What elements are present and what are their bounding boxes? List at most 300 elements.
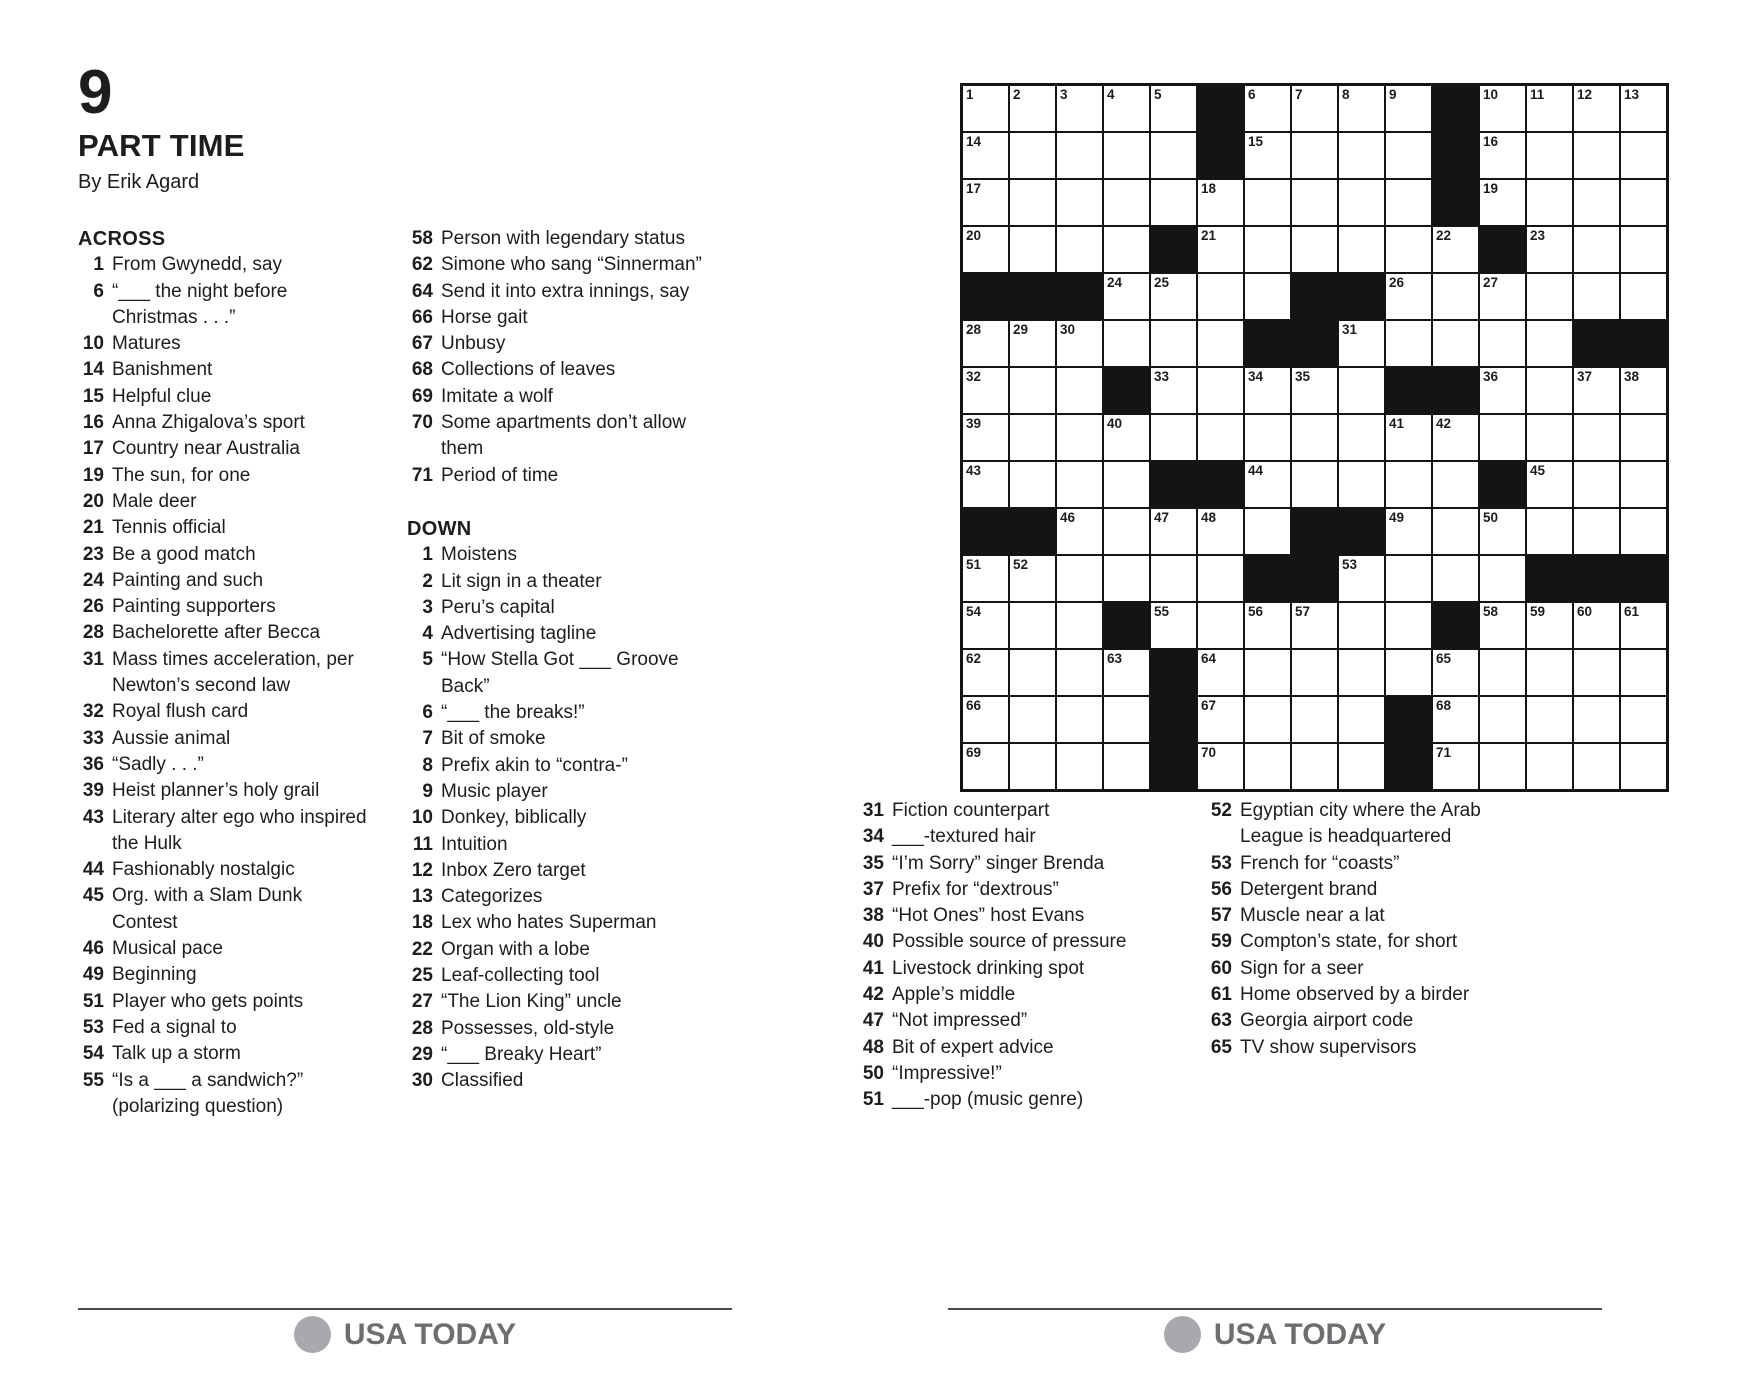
grid-cell[interactable] xyxy=(1574,180,1619,225)
grid-cell[interactable] xyxy=(1245,650,1290,695)
grid-cell[interactable] xyxy=(1339,368,1384,413)
grid-cell[interactable] xyxy=(1057,321,1102,366)
clue-text: Beginning xyxy=(112,964,197,986)
clue-text: ___-textured hair xyxy=(892,826,1036,848)
grid-cell[interactable] xyxy=(1527,603,1572,648)
grid-cell-number: 45 xyxy=(1530,463,1546,478)
grid-cell[interactable] xyxy=(1104,697,1149,742)
grid-cell[interactable] xyxy=(963,462,1008,507)
grid-cell-number: 6 xyxy=(1248,87,1256,102)
grid-cell[interactable] xyxy=(1198,180,1243,225)
grid-cell-number: 41 xyxy=(1389,416,1405,431)
grid-cell[interactable] xyxy=(1480,509,1525,554)
grid-cell[interactable] xyxy=(1057,180,1102,225)
grid-cell[interactable] xyxy=(1621,133,1666,178)
grid-cell[interactable] xyxy=(1010,368,1055,413)
grid-cell[interactable] xyxy=(963,744,1008,789)
grid-cell[interactable] xyxy=(1574,603,1619,648)
grid-cell[interactable] xyxy=(1151,556,1196,601)
clue-8-down xyxy=(407,753,707,779)
grid-cell[interactable] xyxy=(1198,697,1243,742)
grid-cell-number: 56 xyxy=(1248,604,1264,619)
grid-cell[interactable] xyxy=(1104,321,1149,366)
clue-text: Lit sign in a theater xyxy=(441,570,602,592)
grid-cell-number: 11 xyxy=(1530,87,1545,102)
clue-10-across xyxy=(78,331,369,357)
grid-cell[interactable] xyxy=(1292,462,1337,507)
clue-text: Classified xyxy=(441,1070,524,1092)
grid-cell-number: 22 xyxy=(1436,228,1452,243)
grid-cell-black xyxy=(1292,321,1337,366)
grid-cell[interactable] xyxy=(1621,650,1666,695)
grid-cell[interactable] xyxy=(963,368,1008,413)
clue-1-down xyxy=(407,542,707,568)
clue-1-across xyxy=(78,252,369,278)
grid-cell[interactable] xyxy=(1527,697,1572,742)
clue-text: Period of time xyxy=(441,464,559,486)
grid-cell[interactable] xyxy=(1480,180,1525,225)
grid-cell[interactable] xyxy=(1386,556,1431,601)
grid-cell[interactable] xyxy=(1010,321,1055,366)
grid-cell-number: 68 xyxy=(1436,698,1452,713)
grid-cell[interactable] xyxy=(1339,86,1384,131)
grid-cell[interactable] xyxy=(1151,274,1196,319)
grid-cell[interactable] xyxy=(1198,368,1243,413)
clue-31-down xyxy=(858,798,1160,824)
grid-cell[interactable] xyxy=(1104,274,1149,319)
grid-cell[interactable] xyxy=(1621,744,1666,789)
grid-cell[interactable] xyxy=(1292,368,1337,413)
clue-31-across xyxy=(78,647,369,700)
grid-cell[interactable] xyxy=(1104,462,1149,507)
grid-cell[interactable] xyxy=(1386,274,1431,319)
grid-cell-number: 63 xyxy=(1107,651,1123,666)
grid-cell[interactable] xyxy=(1386,415,1431,460)
grid-cell[interactable] xyxy=(1339,133,1384,178)
grid-cell[interactable] xyxy=(963,227,1008,272)
grid-cell[interactable] xyxy=(1151,415,1196,460)
grid-cell[interactable] xyxy=(1621,180,1666,225)
grid-cell-number: 54 xyxy=(966,604,982,619)
clue-58-across xyxy=(407,226,707,252)
clue-53-across xyxy=(78,1015,369,1041)
grid-cell[interactable] xyxy=(1433,509,1478,554)
grid-cell[interactable] xyxy=(1527,744,1572,789)
clue-text: Country near Australia xyxy=(112,438,300,460)
clue-text: Painting supporters xyxy=(112,596,276,618)
grid-cell[interactable] xyxy=(1527,133,1572,178)
grid-cell[interactable] xyxy=(1574,415,1619,460)
grid-cell[interactable] xyxy=(1104,650,1149,695)
grid-cell[interactable] xyxy=(1245,133,1290,178)
grid-cell[interactable] xyxy=(1010,86,1055,131)
grid-cell[interactable] xyxy=(1104,227,1149,272)
clue-number: 69 xyxy=(411,385,433,407)
grid-cell[interactable] xyxy=(1245,744,1290,789)
grid-cell[interactable] xyxy=(1386,321,1431,366)
grid-cell[interactable] xyxy=(1527,650,1572,695)
clue-number: 22 xyxy=(411,938,433,960)
grid-cell[interactable] xyxy=(1292,415,1337,460)
clue-text: “Sadly . . .” xyxy=(112,753,204,775)
grid-cell[interactable] xyxy=(1057,227,1102,272)
clue-number: 54 xyxy=(82,1043,104,1065)
clue-text: Prefix for “dextrous” xyxy=(892,878,1059,900)
clue-text: Bit of expert advice xyxy=(892,1036,1054,1058)
grid-cell[interactable] xyxy=(1621,603,1666,648)
grid-cell[interactable] xyxy=(1198,744,1243,789)
grid-cell-black xyxy=(1386,368,1431,413)
clue-text: Banishment xyxy=(112,359,213,381)
grid-cell[interactable] xyxy=(1339,650,1384,695)
grid-cell[interactable] xyxy=(963,415,1008,460)
clue-number: 68 xyxy=(411,359,433,381)
grid-cell[interactable] xyxy=(1198,415,1243,460)
grid-cell[interactable] xyxy=(1104,133,1149,178)
grid-cell-number: 7 xyxy=(1295,87,1303,102)
grid-cell[interactable] xyxy=(1339,744,1384,789)
grid-cell[interactable] xyxy=(1104,556,1149,601)
clue-number: 57 xyxy=(1210,905,1232,927)
grid-cell[interactable] xyxy=(1057,133,1102,178)
clue-number: 16 xyxy=(82,412,104,434)
grid-cell[interactable] xyxy=(1433,744,1478,789)
clue-text: Advertising tagline xyxy=(441,623,597,645)
clue-text: “___ the breaks!” xyxy=(441,702,585,724)
grid-cell-number: 28 xyxy=(966,322,982,337)
grid-cell[interactable] xyxy=(1292,227,1337,272)
clue-25-down xyxy=(407,963,707,989)
grid-cell[interactable] xyxy=(1480,556,1525,601)
clue-number: 1 xyxy=(93,254,104,276)
grid-cell[interactable] xyxy=(1198,274,1243,319)
grid-cell[interactable] xyxy=(963,650,1008,695)
grid-cell[interactable] xyxy=(1480,650,1525,695)
grid-cell[interactable] xyxy=(1574,368,1619,413)
grid-cell-black xyxy=(1339,509,1384,554)
clue-51-across xyxy=(78,989,369,1015)
clue-text: Collections of leaves xyxy=(441,359,616,381)
clue-number: 6 xyxy=(93,280,104,302)
grid-cell[interactable] xyxy=(1010,227,1055,272)
grid-cell[interactable] xyxy=(1245,180,1290,225)
grid-cell-number: 25 xyxy=(1154,275,1170,290)
grid-cell[interactable] xyxy=(1151,321,1196,366)
clue-text: Intuition xyxy=(441,833,508,855)
grid-cell[interactable] xyxy=(1339,321,1384,366)
clue-number: 17 xyxy=(82,438,104,460)
grid-cell[interactable] xyxy=(1527,368,1572,413)
grid-cell[interactable] xyxy=(1527,274,1572,319)
grid-cell[interactable] xyxy=(1433,227,1478,272)
grid-cell[interactable] xyxy=(1574,650,1619,695)
grid-cell-number: 9 xyxy=(1389,87,1397,102)
grid-cell[interactable] xyxy=(1151,368,1196,413)
clue-number: 20 xyxy=(82,490,104,512)
clue-text: Possesses, old-style xyxy=(441,1017,615,1039)
grid-cell[interactable] xyxy=(1527,86,1572,131)
grid-cell[interactable] xyxy=(1057,86,1102,131)
grid-cell[interactable] xyxy=(1433,321,1478,366)
grid-cell[interactable] xyxy=(1245,274,1290,319)
grid-cell[interactable] xyxy=(1151,603,1196,648)
grid-cell[interactable] xyxy=(1057,415,1102,460)
clue-number: 30 xyxy=(411,1070,433,1092)
clue-63-down xyxy=(1206,1008,1512,1034)
clue-text: Person with legendary status xyxy=(441,228,685,249)
grid-cell-number: 19 xyxy=(1483,181,1499,196)
grid-cell[interactable] xyxy=(1621,368,1666,413)
grid-cell[interactable] xyxy=(1433,415,1478,460)
clue-text: Royal flush card xyxy=(112,701,249,723)
grid-cell[interactable] xyxy=(1621,697,1666,742)
grid-cell[interactable] xyxy=(1480,86,1525,131)
grid-cell[interactable] xyxy=(1480,321,1525,366)
grid-cell[interactable] xyxy=(1245,227,1290,272)
grid-cell[interactable] xyxy=(1339,227,1384,272)
grid-cell[interactable] xyxy=(1151,133,1196,178)
grid-cell[interactable] xyxy=(1386,650,1431,695)
grid-cell-number: 2 xyxy=(1013,87,1021,102)
grid-cell[interactable] xyxy=(1574,227,1619,272)
clue-number: 4 xyxy=(422,623,433,645)
grid-cell[interactable] xyxy=(1621,462,1666,507)
grid-cell[interactable] xyxy=(1433,462,1478,507)
grid-cell[interactable] xyxy=(1386,133,1431,178)
grid-cell[interactable] xyxy=(1151,509,1196,554)
grid-cell-number: 20 xyxy=(966,228,982,243)
grid-cell-black xyxy=(1480,227,1525,272)
grid-cell[interactable] xyxy=(1574,133,1619,178)
grid-cell[interactable] xyxy=(1245,462,1290,507)
grid-cell[interactable] xyxy=(1386,603,1431,648)
clue-text: Leaf-collecting tool xyxy=(441,965,600,987)
clue-text: Male deer xyxy=(112,490,197,512)
grid-cell[interactable] xyxy=(1057,697,1102,742)
clue-43-across xyxy=(78,805,369,858)
grid-cell[interactable] xyxy=(1057,603,1102,648)
grid-cell[interactable] xyxy=(1574,744,1619,789)
grid-cell[interactable] xyxy=(963,556,1008,601)
grid-cell-black xyxy=(1104,368,1149,413)
clue-46-across xyxy=(78,936,369,962)
grid-cell[interactable] xyxy=(1104,180,1149,225)
grid-cell[interactable] xyxy=(1621,227,1666,272)
grid-cell-black xyxy=(1574,556,1619,601)
grid-cell[interactable] xyxy=(1151,86,1196,131)
grid-cell[interactable] xyxy=(1621,415,1666,460)
grid-cell[interactable] xyxy=(1339,180,1384,225)
grid-cell[interactable] xyxy=(1292,650,1337,695)
grid-cell[interactable] xyxy=(1245,86,1290,131)
grid-cell[interactable] xyxy=(1292,744,1337,789)
grid-cell[interactable] xyxy=(1527,227,1572,272)
grid-cell[interactable] xyxy=(1339,462,1384,507)
grid-cell-number: 27 xyxy=(1483,275,1499,290)
grid-cell-black xyxy=(1621,321,1666,366)
footer-rule-right xyxy=(948,1308,1602,1310)
grid-cell[interactable] xyxy=(1010,697,1055,742)
grid-cell[interactable] xyxy=(1198,509,1243,554)
grid-cell[interactable] xyxy=(1010,133,1055,178)
grid-cell[interactable] xyxy=(1292,603,1337,648)
clue-13-down xyxy=(407,884,707,910)
grid-cell[interactable] xyxy=(1010,603,1055,648)
grid-cell[interactable] xyxy=(963,697,1008,742)
grid-cell[interactable] xyxy=(1339,415,1384,460)
clue-4-down xyxy=(407,621,707,647)
grid-cell[interactable] xyxy=(1621,86,1666,131)
grid-cell[interactable] xyxy=(1574,697,1619,742)
grid-cell[interactable] xyxy=(1057,509,1102,554)
grid-cell[interactable] xyxy=(1433,556,1478,601)
grid-cell[interactable] xyxy=(1198,321,1243,366)
grid-cell[interactable] xyxy=(1010,415,1055,460)
grid-cell[interactable] xyxy=(1386,462,1431,507)
grid-cell[interactable] xyxy=(1198,227,1243,272)
grid-cell-black xyxy=(1151,697,1196,742)
grid-cell[interactable] xyxy=(1104,509,1149,554)
clue-number: 19 xyxy=(82,464,104,486)
grid-cell[interactable] xyxy=(1621,274,1666,319)
grid-cell-black xyxy=(1433,86,1478,131)
clue-text: Livestock drinking spot xyxy=(892,957,1085,979)
clue-number: 61 xyxy=(1210,984,1232,1006)
clue-text: Bachelorette after Becca xyxy=(112,622,321,644)
grid-cell[interactable] xyxy=(1010,744,1055,789)
grid-cell[interactable] xyxy=(963,180,1008,225)
grid-cell[interactable] xyxy=(1480,274,1525,319)
grid-cell[interactable] xyxy=(1527,180,1572,225)
grid-cell[interactable] xyxy=(1527,321,1572,366)
grid-cell[interactable] xyxy=(1480,133,1525,178)
clue-38-down xyxy=(858,903,1160,929)
grid-cell[interactable] xyxy=(1245,368,1290,413)
grid-cell[interactable] xyxy=(1245,415,1290,460)
clue-number: 44 xyxy=(82,859,104,881)
clue-number: 26 xyxy=(82,596,104,618)
grid-cell[interactable] xyxy=(1480,368,1525,413)
clue-text: “___ the night before Christmas . . .” xyxy=(112,280,288,328)
grid-cell-number: 57 xyxy=(1295,604,1311,619)
grid-cell[interactable] xyxy=(1292,180,1337,225)
grid-cell[interactable] xyxy=(1386,227,1431,272)
clue-text: Send it into extra innings, say xyxy=(441,280,690,302)
clue-33-across xyxy=(78,726,369,752)
clue-number: 43 xyxy=(82,806,104,828)
grid-cell[interactable] xyxy=(1574,274,1619,319)
clue-15-across xyxy=(78,384,369,410)
grid-cell[interactable] xyxy=(1386,180,1431,225)
grid-cell[interactable] xyxy=(1527,509,1572,554)
grid-cell[interactable] xyxy=(1057,744,1102,789)
clue-column-across-1 xyxy=(78,226,369,1120)
grid-cell[interactable] xyxy=(1433,274,1478,319)
clue-text: French for “coasts” xyxy=(1240,852,1400,874)
clue-text: Fed a signal to xyxy=(112,1016,237,1038)
clue-number: 32 xyxy=(82,701,104,723)
grid-cell[interactable] xyxy=(963,321,1008,366)
grid-cell[interactable] xyxy=(1292,697,1337,742)
grid-cell[interactable] xyxy=(1339,697,1384,742)
clue-number: 31 xyxy=(862,800,884,821)
grid-cell[interactable] xyxy=(1480,603,1525,648)
grid-cell[interactable] xyxy=(1057,556,1102,601)
grid-cell-number: 70 xyxy=(1201,745,1217,760)
grid-cell[interactable] xyxy=(1104,86,1149,131)
clue-number: 46 xyxy=(82,938,104,960)
clue-number: 10 xyxy=(411,807,433,829)
grid-cell[interactable] xyxy=(1527,462,1572,507)
grid-cell[interactable] xyxy=(1057,650,1102,695)
grid-cell[interactable] xyxy=(1198,556,1243,601)
grid-cell[interactable] xyxy=(1433,650,1478,695)
grid-cell[interactable] xyxy=(1292,133,1337,178)
grid-cell[interactable] xyxy=(963,133,1008,178)
grid-cell[interactable] xyxy=(1057,462,1102,507)
grid-cell-number: 36 xyxy=(1483,369,1499,384)
grid-cell-number: 44 xyxy=(1248,463,1264,478)
grid-cell[interactable] xyxy=(1480,415,1525,460)
grid-cell[interactable] xyxy=(1574,86,1619,131)
grid-cell[interactable] xyxy=(1198,650,1243,695)
clue-number: 9 xyxy=(422,780,433,802)
grid-cell[interactable] xyxy=(1386,86,1431,131)
grid-cell[interactable] xyxy=(1339,603,1384,648)
grid-cell[interactable] xyxy=(1010,556,1055,601)
clue-text: Be a good match xyxy=(112,543,256,565)
clue-18-down xyxy=(407,910,707,936)
grid-cell[interactable] xyxy=(1433,697,1478,742)
grid-cell-black xyxy=(1386,697,1431,742)
grid-cell[interactable] xyxy=(963,86,1008,131)
grid-cell[interactable] xyxy=(1292,86,1337,131)
grid-cell[interactable] xyxy=(1574,509,1619,554)
grid-cell[interactable] xyxy=(1010,462,1055,507)
grid-cell[interactable] xyxy=(963,603,1008,648)
clue-text: Possible source of pressure xyxy=(892,931,1127,953)
clue-28-across xyxy=(78,620,369,646)
grid-cell[interactable] xyxy=(1574,462,1619,507)
clue-number: 33 xyxy=(82,727,104,749)
grid-cell[interactable] xyxy=(1245,697,1290,742)
grid-cell-number: 69 xyxy=(966,745,982,760)
grid-cell[interactable] xyxy=(1480,697,1525,742)
grid-cell[interactable] xyxy=(1245,509,1290,554)
grid-cell[interactable] xyxy=(1339,556,1384,601)
clue-6-down xyxy=(407,700,707,726)
grid-cell[interactable] xyxy=(1104,744,1149,789)
grid-cell[interactable] xyxy=(1104,415,1149,460)
grid-cell[interactable] xyxy=(1010,180,1055,225)
grid-cell-number: 58 xyxy=(1483,604,1499,619)
grid-cell[interactable] xyxy=(1198,603,1243,648)
clue-text: “The Lion King” uncle xyxy=(441,991,622,1013)
grid-cell[interactable] xyxy=(1245,603,1290,648)
grid-cell[interactable] xyxy=(1010,650,1055,695)
grid-cell-number: 37 xyxy=(1577,369,1593,384)
grid-cell[interactable] xyxy=(1480,744,1525,789)
grid-cell[interactable] xyxy=(1057,368,1102,413)
clue-number: 66 xyxy=(411,306,433,328)
grid-cell[interactable] xyxy=(1151,180,1196,225)
clue-67-across xyxy=(407,331,707,357)
grid-cell-black xyxy=(1480,462,1525,507)
grid-cell[interactable] xyxy=(1386,509,1431,554)
grid-cell[interactable] xyxy=(1527,415,1572,460)
grid-cell[interactable] xyxy=(1621,509,1666,554)
usa-today-wordmark: USA TODAY xyxy=(343,1317,517,1351)
